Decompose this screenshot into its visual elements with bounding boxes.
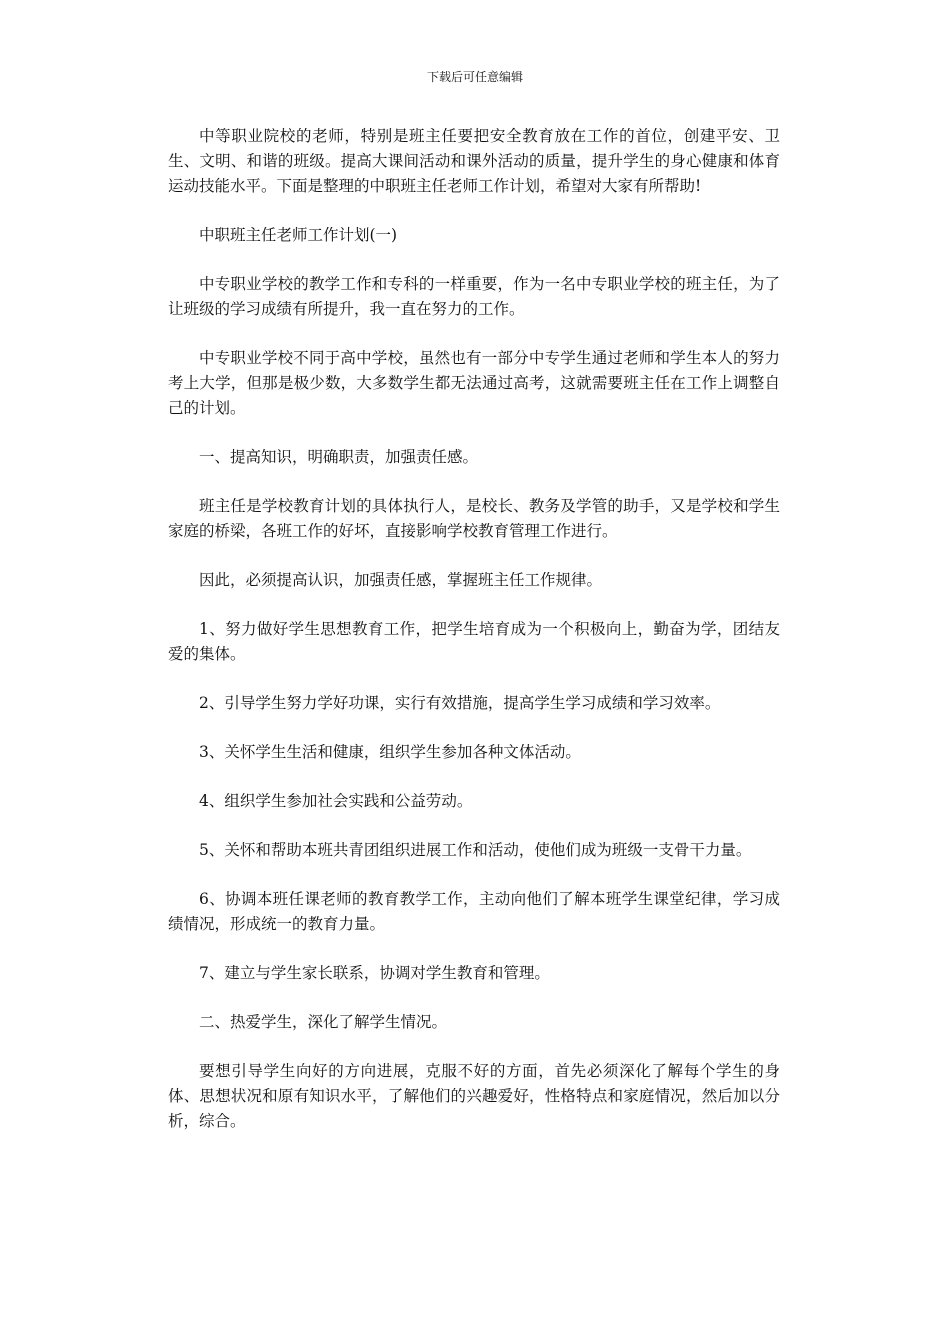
paragraph: 中专职业学校的教学工作和专科的一样重要，作为一名中专职业学校的班主任，为了让班级的学习成绩有所提升，我一直在努力的工作。: [168, 275, 780, 318]
list-item: 4、组织学生参加社会实践和公益劳动。: [199, 792, 473, 810]
list-item: 7、建立与学生家长联系，协调对学生教育和管理。: [199, 964, 550, 982]
list-item: 2、引导学生努力学好功课，实行有效措施，提高学生学习成绩和学习效率。: [199, 694, 721, 712]
paragraph: 要想引导学生向好的方向进展，克服不好的方面，首先必须深化了解每个学生的身体、思想状况和原有知识水平，了解他们的兴趣爱好，性格特点和家庭情况，然后加以分析，综合。: [168, 1062, 780, 1130]
list-item: 6、协调本班任课老师的教育教学工作，主动向他们了解本班学生课堂纪律，学习成绩情况，形成统一的教育力量。: [168, 890, 780, 933]
subheading: 二、热爱学生，深化了解学生情况。: [199, 1013, 448, 1031]
paragraph: 班主任是学校教育计划的具体执行人，是校长、教务及学管的助手，又是学校和学生家庭的桥梁，各班工作的好坏，直接影响学校教育管理工作进行。: [168, 497, 780, 540]
list-item: 5、关怀和帮助本班共青团组织进展工作和活动，使他们成为班级一支骨干力量。: [199, 841, 752, 859]
section-title: 中职班主任老师工作计划(一): [199, 226, 398, 244]
document-body: [168, 124, 780, 1158]
list-item: 1、努力做好学生思想教育工作，把学生培育成为一个积极向上，勤奋为学，团结友爱的集体。: [168, 620, 780, 663]
subheading: 一、提高知识，明确职责，加强责任感。: [199, 448, 479, 466]
paragraph-intro: 中等职业院校的老师，特别是班主任要把安全教育放在工作的首位，创建平安、卫生、文明、和谐的班级。提高大课间活动和课外活动的质量，提升学生的身心健康和体育运动技能水平。下面是整理的中职班主任老师工作计划，希望对大家有所帮助!: [168, 127, 780, 195]
paragraph: 中专职业学校不同于高中学校，虽然也有一部分中专学生通过老师和学生本人的努力考上大学，但那是极少数，大多数学生都无法通过高考，这就需要班主任在工作上调整自己的计划。: [168, 349, 780, 417]
list-item: 3、关怀学生生活和健康，组织学生参加各种文体活动。: [199, 743, 581, 761]
paragraph: 因此，必须提高认识，加强责任感，掌握班主任工作规律。: [199, 571, 603, 589]
page-header: 下载后可任意编辑: [426, 70, 523, 84]
